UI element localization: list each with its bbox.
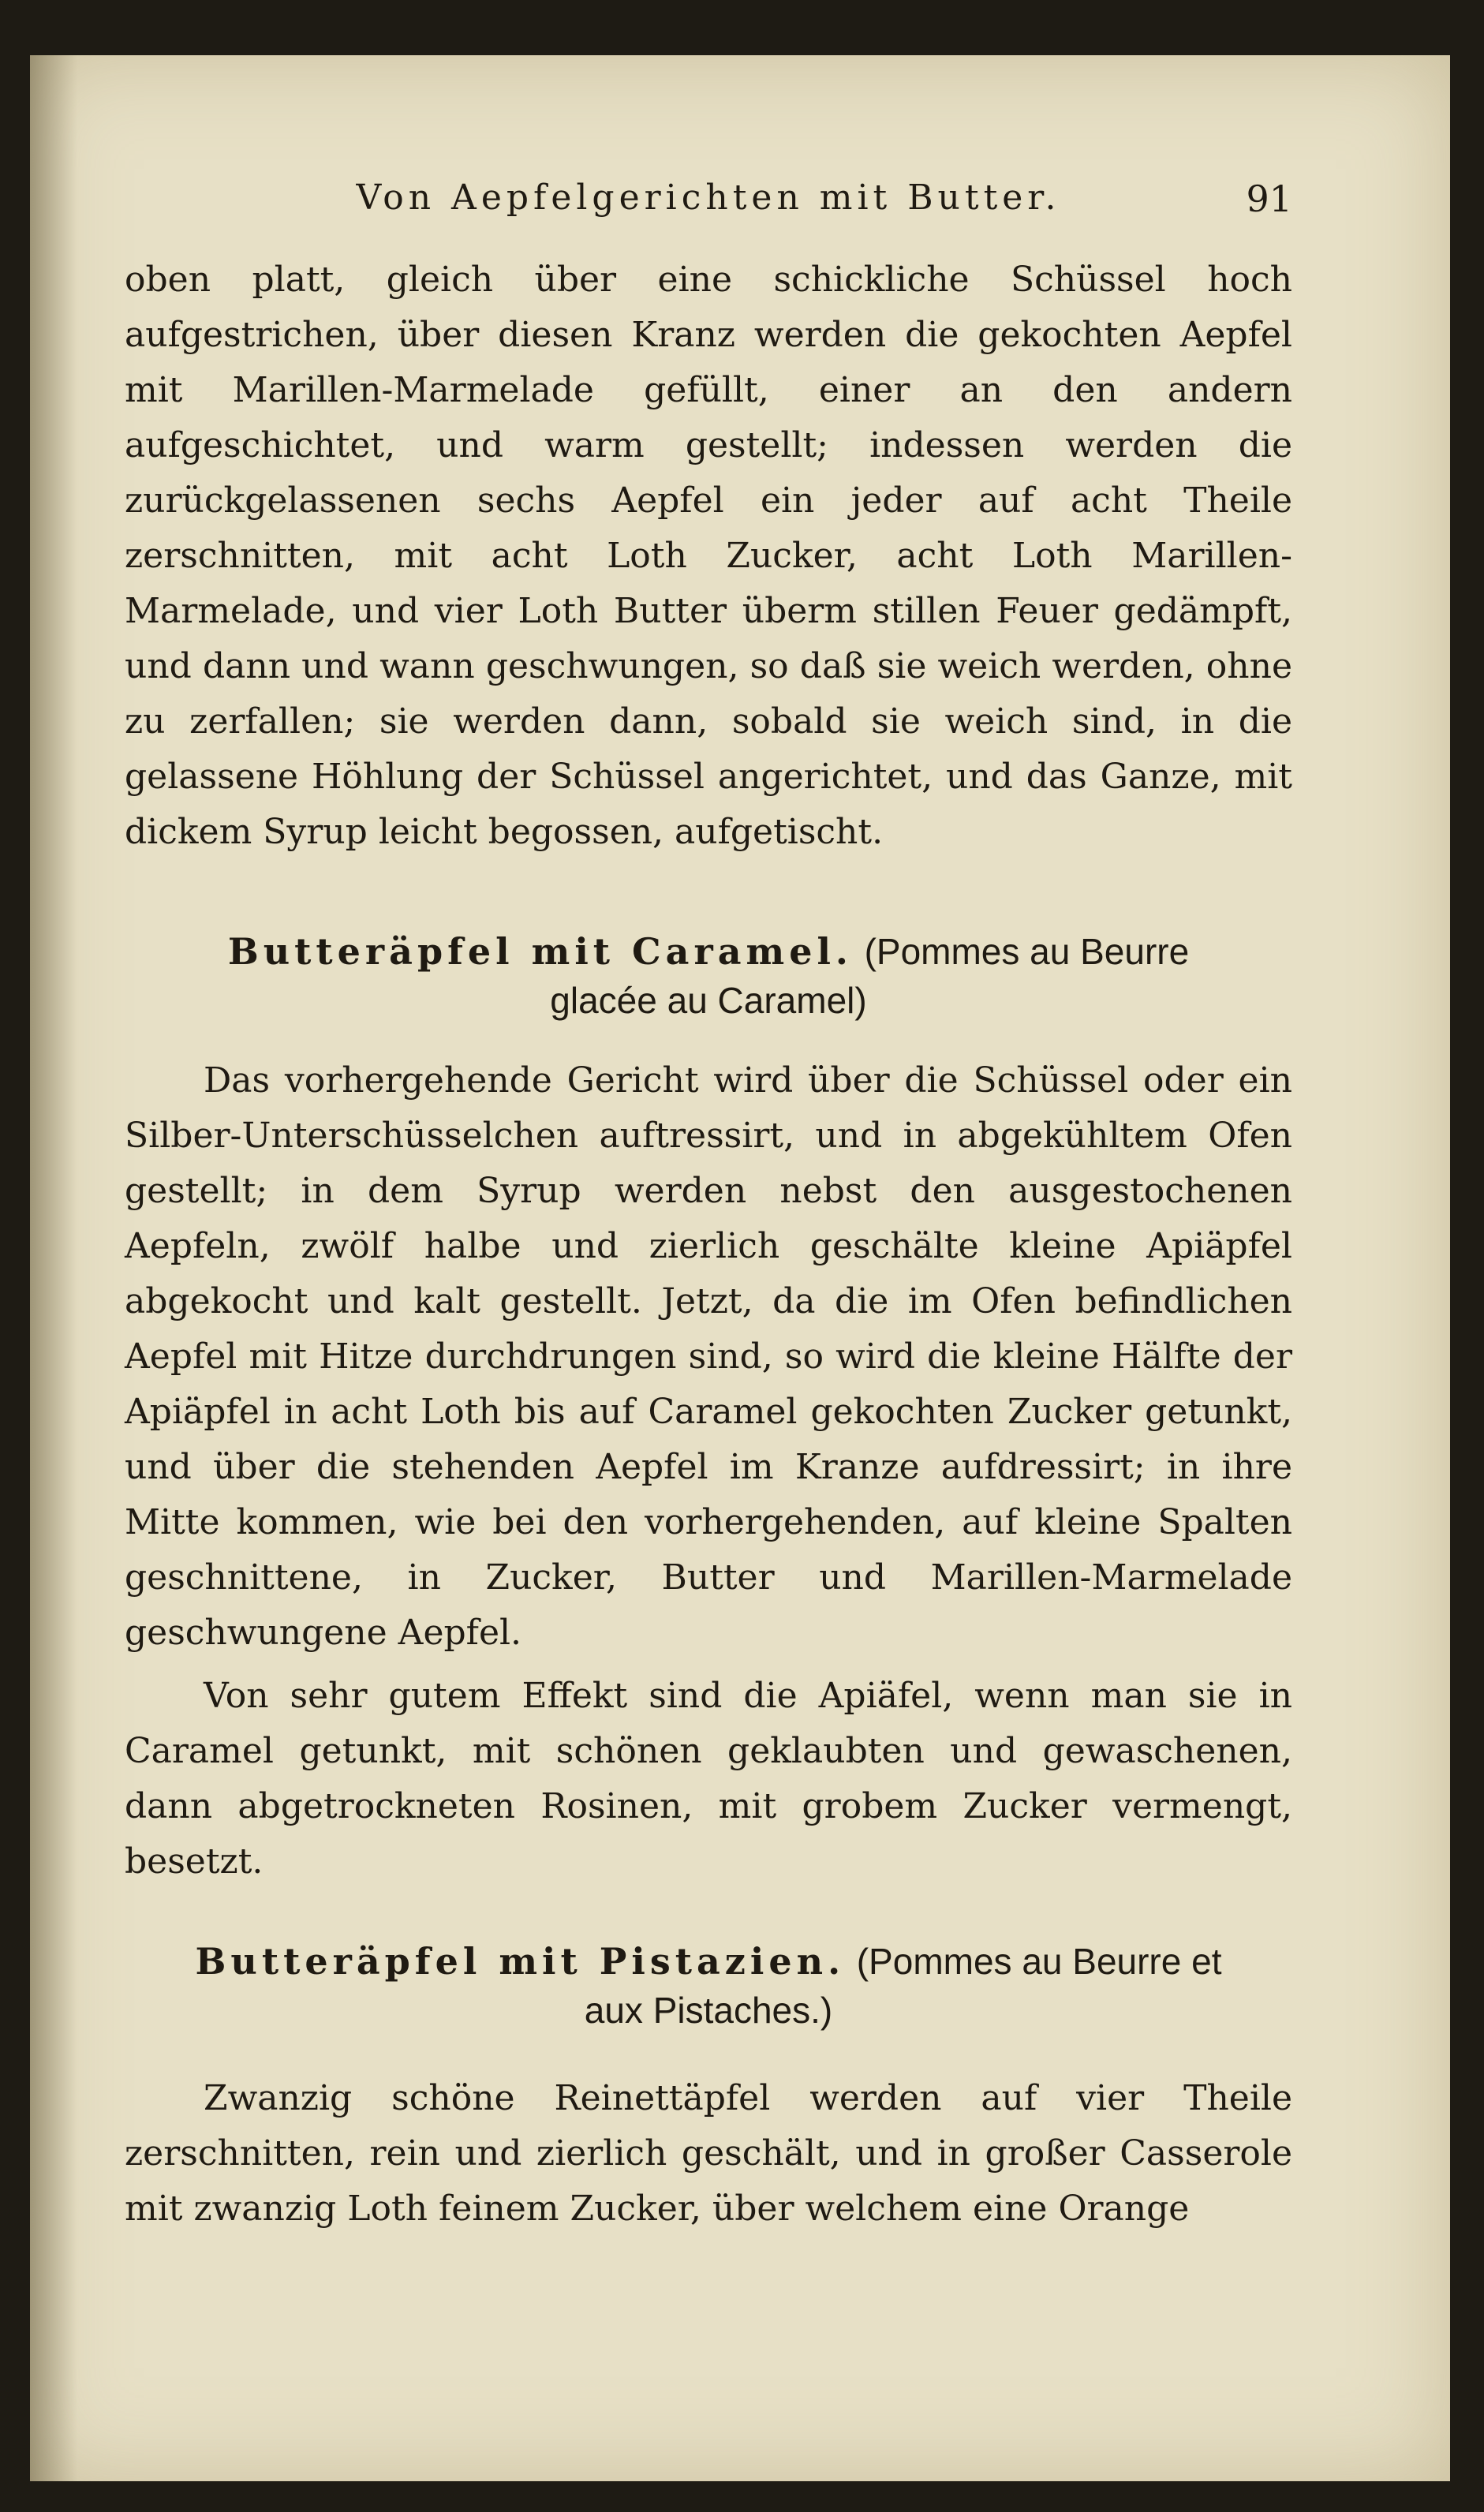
heading-german-caramel: Butteräpfel mit Caramel. [227, 930, 853, 973]
running-head [125, 178, 1292, 233]
gutter-shadow [30, 55, 77, 2481]
paragraph-4: Zwanzig schöne Reinettäpfel werden auf vier Theile zerschnitten, rein und zierlich geschält, und in großer Casserole mit zwanzig Loth feinem Zucker, über welchem eine Orange [125, 2078, 1292, 2229]
heading-french-caramel-1: (Pommes au Beurre [864, 931, 1190, 972]
heading-french-pistachio-1: (Pommes au Beurre et [856, 1941, 1222, 1982]
paragraph-1: oben platt, gleich über eine schickliche Schüssel hoch aufgestrichen, über diesen Kranz werden die gekochten Aepfel mit Marillen-Marmelade gefüllt, einer an den andern aufgeschichtet, und warm gestellt; indessen werden die zurückgelassenen sechs Aepfel ein jeder auf acht Theile zerschnitten, mit acht Loth Zucker, acht Loth Marillen-Marmelade, und vier Loth Butter überm stillen Feuer gedämpft, und dann und wann geschwungen, so daß sie weich werden, ohne zu zerfallen; sie werden dann, sobald sie weich sind, in die gelassene Höhlung der Schüssel angerichtet, und das Ganze, mit dickem Syrup leicht begossen, aufgetischt. [125, 260, 1292, 852]
page-number: 91 [1246, 178, 1292, 220]
running-title: Von Aepfelgerichten mit Butter. [356, 178, 1061, 218]
book-page [30, 55, 1450, 2481]
paragraph-3: Von sehr gutem Effekt sind die Apiäfel, wenn man sie in Caramel getunkt, mit schönen geklaubten und gewaschenen, dann abgetrockneten Rosinen, mit grobem Zucker vermengt, besetzt. [125, 1676, 1292, 1882]
heading-french-pistachio-2: aux Pistaches.) [584, 1990, 833, 2031]
recipe-heading-pistachio [125, 1937, 1292, 2035]
heading-german-pistachio: Butteräpfel mit Pistazien. [195, 1940, 846, 1983]
recipe-heading-caramel [125, 927, 1292, 1025]
heading-french-caramel-2: glacée au Caramel) [550, 980, 867, 1021]
paragraph-2: Das vorhergehende Gericht wird über die Schüssel oder ein Silber-Unterschüsselchen auftressirt, und in abgekühltem Ofen gestellt; in dem Syrup werden nebst den ausgestochenen Aepfeln, zwölf halbe und zierlich geschälte kleine Apiäpfel abgekocht und kalt gestellt. Jetzt, da die im Ofen befindlichen Aepfel mit Hitze durchdrungen sind, so wird die kleine Hälfte der Apiäpfel in acht Loth bis auf Caramel gekochten Zucker getunkt, und über die stehenden Aepfel im Kranze aufdressirt; in ihre Mitte kommen, wie bei den vorhergehenden, auf kleine Spalten geschnittene, in Zucker, Butter und Marillen-Marmelade geschwungene Aepfel. [125, 1060, 1292, 1653]
